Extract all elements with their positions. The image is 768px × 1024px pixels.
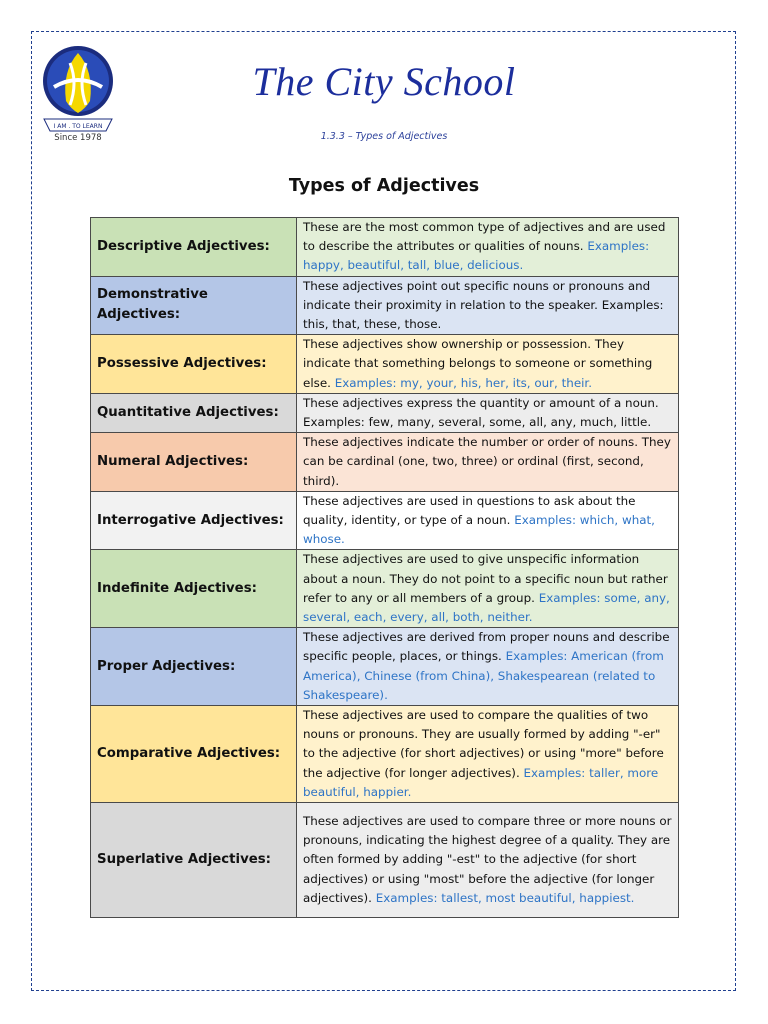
row-term: Superlative Adjectives: (91, 803, 297, 918)
example-text: Examples: taller, more beautiful, happier. (303, 765, 659, 799)
row-description (297, 433, 679, 492)
description-text: These adjectives point out specific nouns or pronouns and indicate their proximity in relation to the speaker. Examples: this, that, these, those. (303, 278, 664, 332)
example-text: Examples: which, what, whose. (303, 513, 655, 547)
description-text: These adjectives are used to compare three or more nouns or pronouns, indicating the highest degree of a quality. They are often formed by adding "-est" to the adjective (for short adjectives) or using "most" before the adjective (for longer adjectives). (303, 814, 672, 905)
row-term: Descriptive Adjectives: (91, 218, 297, 277)
row-term: Numeral Adjectives: (91, 433, 297, 492)
row-term: Interrogative Adjectives: (91, 491, 297, 550)
table-row (91, 550, 679, 628)
row-description (297, 276, 679, 335)
row-description (297, 803, 679, 918)
logo-since-text: Since 1978 (54, 133, 102, 143)
svg-text:I AM . TO LEARN: I AM . TO LEARN (53, 123, 103, 130)
description-text: These adjectives are used in questions to ask about the quality, identity, or type of a noun. (303, 493, 636, 528)
table-row (91, 218, 679, 277)
example-text: Examples: my, your, his, her, its, our, their. (334, 375, 593, 390)
row-term: Quantitative Adjectives: (91, 393, 297, 432)
example-text: Examples: happy, beautiful, tall, blue, delicious. (303, 239, 650, 273)
row-term: Comparative Adjectives: (91, 706, 297, 803)
table-row (91, 491, 679, 550)
table-row (91, 706, 679, 803)
description-text: These adjectives are derived from proper nouns and describe specific people, places, or things. (303, 630, 670, 664)
row-term: Proper Adjectives: (91, 628, 297, 706)
row-term: Demonstrative Adjectives: (91, 276, 297, 335)
description-text: These are the most common type of adjectives and are used to describe the attributes or qualities of nouns. (303, 220, 666, 254)
row-term: Indefinite Adjectives: (91, 550, 297, 628)
description-text: These adjectives show ownership or possession. They indicate that something belongs to someone or something else. (303, 337, 653, 390)
example-text: Examples: tallest, most beautiful, happiest. (375, 890, 635, 905)
table-row (91, 335, 679, 394)
description-text: These adjectives indicate the number or order of nouns. They can be cardinal (one, two, three) or ordinal (first, second, third). (303, 435, 671, 488)
row-description (297, 218, 679, 277)
table-row (91, 628, 679, 706)
table-row (91, 393, 679, 432)
example-text: Examples: some, any, several, each, every, all, both, neither. (303, 590, 670, 625)
table-row (91, 433, 679, 492)
row-description (297, 706, 679, 803)
school-name: The City School (252, 59, 516, 104)
adjectives-table (90, 217, 679, 918)
row-description (297, 628, 679, 706)
row-description (297, 491, 679, 550)
row-description (297, 393, 679, 432)
table-row (91, 803, 679, 918)
example-text: Examples: American (from America), Chinese (from China), Shakespearean (related to Shakespeare). (303, 649, 664, 702)
table-row (91, 276, 679, 335)
row-description (297, 335, 679, 394)
page-subtitle: 1.3.3 – Types of Adjectives (320, 131, 448, 142)
description-text: These adjectives express the quantity or amount of a noun. Examples: few, many, several, some, all, any, much, little. (303, 395, 659, 430)
row-term: Possessive Adjectives: (91, 335, 297, 394)
row-description (297, 550, 679, 628)
page-title: Types of Adjectives (288, 176, 480, 196)
description-text: These adjectives are used to give unspecific information about a noun. They do not point to a specific noun but rather refer to any or all members of a group. (303, 552, 668, 605)
description-text: These adjectives are used to compare the qualities of two nouns or pronouns. They are usually formed by adding "-er" to the adjective (for short adjectives) or using "more" before the adjective (for longer adjectives). (303, 708, 664, 780)
